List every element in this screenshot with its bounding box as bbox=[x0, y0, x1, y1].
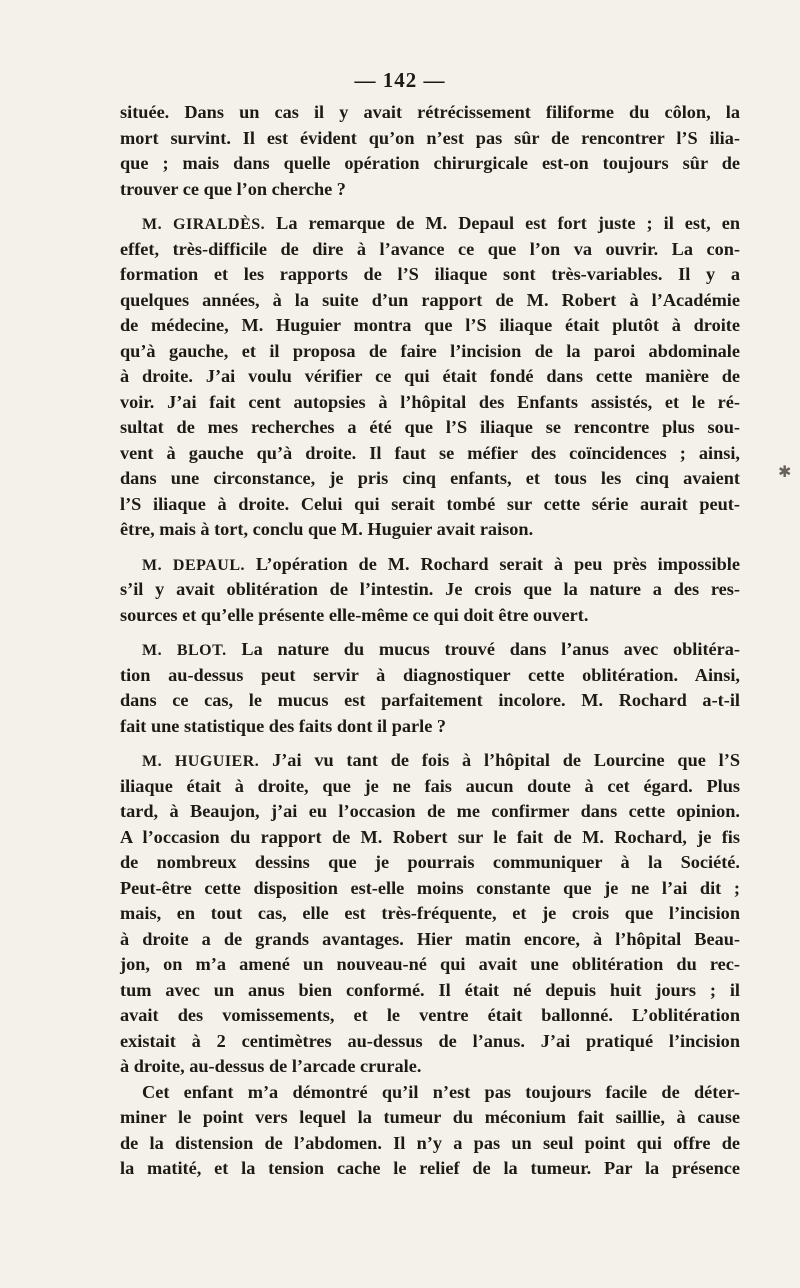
text-line: quelques années, à la suite d’un rapport de M. Robert à l’Académie bbox=[120, 289, 740, 310]
text-line: mais, en tout cas, elle est très-fréquente, et je crois que l’incision bbox=[120, 903, 740, 923]
text-line: jon, on m’a amené un nouveau-né qui avait une oblitération du rec- bbox=[120, 954, 740, 974]
text-line bbox=[120, 211, 740, 237]
text-line: que ; mais dans quelle opération chirurgicale est-on toujours sûr de bbox=[120, 153, 740, 173]
text-line: miner le point vers lequel la tumeur du méconium fait saillie, à cause bbox=[120, 1107, 740, 1127]
speaker-name: M. BLOT. bbox=[142, 642, 227, 659]
text-line bbox=[120, 748, 740, 774]
text-line: à droite a de grands avantages. Hier matin encore, à l’hôpital Beau- bbox=[120, 928, 740, 949]
text-line bbox=[120, 552, 740, 578]
text-line: de médecine, M. Huguier montra que l’S iliaque était plutôt à droite bbox=[120, 315, 740, 335]
speaker-name: M. DEPAUL. bbox=[142, 556, 246, 574]
text-line: sultat de mes recherches a été que l’S iliaque se rencontre plus sou- bbox=[120, 417, 740, 437]
text-line: effet, très-difficile de dire à l’avance ce que l’on va ouvrir. La con- bbox=[120, 238, 740, 259]
text-line: voir. J’ai fait cent autopsies à l’hôpital des Enfants assistés, et le ré- bbox=[120, 391, 740, 412]
speech-text: La nature du mucus trouvé dans l’anus avec oblitéra- bbox=[241, 639, 740, 659]
text-line: fait une statistique des faits dont il parle ? bbox=[120, 715, 447, 736]
paragraph bbox=[120, 637, 740, 739]
text-line: sources et qu’elle présente elle-même ce qui doit être ouvert. bbox=[120, 604, 589, 625]
text-line bbox=[120, 637, 740, 663]
speech-text: La remarque de M. Depaul est fort juste ; il est, en bbox=[276, 213, 740, 233]
text-line: A l’occasion du rapport de M. Robert sur le fait de M. Rochard, je fis bbox=[120, 826, 740, 847]
speech-text: J’ai vu tant de fois à l’hôpital de Lourcine que l’S bbox=[272, 750, 740, 770]
paragraph bbox=[120, 552, 740, 629]
text-line: trouver ce que l’on cherche ? bbox=[120, 178, 346, 199]
text-line: formation et les rapports de l’S iliaque sont très-variables. Il y a bbox=[120, 264, 740, 284]
paragraph bbox=[120, 1080, 740, 1182]
text-line: s’il y avait oblitération de l’intestin. Je crois que la nature a des res- bbox=[120, 579, 740, 599]
text-line: l’S iliaque à droite. Celui qui serait tombé sur cette série aurait peut- bbox=[120, 493, 740, 514]
text-line: Cet enfant m’a démontré qu’il n’est pas toujours facile de déter- bbox=[142, 1081, 740, 1102]
text-line: qu’à gauche, et il proposa de faire l’incision de la paroi abdominale bbox=[120, 340, 740, 361]
text-line: vent à gauche qu’à droite. Il faut se méfier des coïncidences ; ainsi, bbox=[120, 442, 740, 463]
text-line: avait des vomissements, et le ventre était ballonné. L’oblitération bbox=[120, 1005, 740, 1025]
speaker-name: M. GIRALDÈS. bbox=[142, 216, 266, 233]
body-text bbox=[120, 100, 740, 1182]
text-line: dans ce cas, le mucus est parfaitement incolore. M. Rochard a-t-il bbox=[120, 690, 740, 710]
text-line: tum avec un anus bien conformé. Il était né depuis huit jours ; il bbox=[120, 979, 740, 1000]
text-line: tard, à Beaujon, j’ai eu l’occasion de me confirmer dans cette opinion. bbox=[120, 801, 740, 821]
paragraph bbox=[120, 100, 740, 202]
margin-ink-mark: ✱ bbox=[778, 464, 792, 481]
text-line: à droite, au-dessus de l’arcade crurale. bbox=[120, 1056, 422, 1076]
speech-text: L’opération de M. Rochard serait à peu près impossible bbox=[255, 553, 740, 574]
text-line: la matité, et la tension cache le relief de la tumeur. Par la présence bbox=[120, 1158, 740, 1178]
text-line: existait à 2 centimètres au-dessus de l’anus. J’ai pratiqué l’incision bbox=[120, 1030, 740, 1051]
text-line: située. Dans un cas il y avait rétrécissement filiforme du côlon, la bbox=[120, 102, 740, 122]
page-number: — 142 — bbox=[354, 68, 446, 92]
text-line: iliaque était à droite, que je ne fais aucun doute à cet égard. Plus bbox=[120, 775, 740, 796]
paragraph bbox=[120, 211, 740, 543]
speaker-name: M. HUGUIER. bbox=[142, 753, 260, 770]
paragraph bbox=[120, 748, 740, 1080]
text-line: Peut-être cette disposition est-elle moins constante que je ne l’ai dit ; bbox=[120, 877, 740, 898]
text-line: tion au-dessus peut servir à diagnostiquer cette oblitération. Ainsi, bbox=[120, 664, 740, 685]
text-line: à droite. J’ai voulu vérifier ce qui était fondé dans cette manière de bbox=[120, 366, 740, 386]
text-line: mort survint. Il est évident qu’on n’est pas sûr de rencontrer l’S ilia- bbox=[120, 127, 740, 148]
text-line: dans une circonstance, je pris cinq enfants, et tous les cinq avaient bbox=[120, 468, 740, 488]
text-line: de nombreux dessins que je pourrais communiquer à la Société. bbox=[120, 852, 740, 872]
text-line: être, mais à tort, conclu que M. Huguier avait raison. bbox=[120, 519, 534, 539]
text-line: de la distension de l’abdomen. Il n’y a pas un seul point qui offre de bbox=[120, 1132, 740, 1153]
